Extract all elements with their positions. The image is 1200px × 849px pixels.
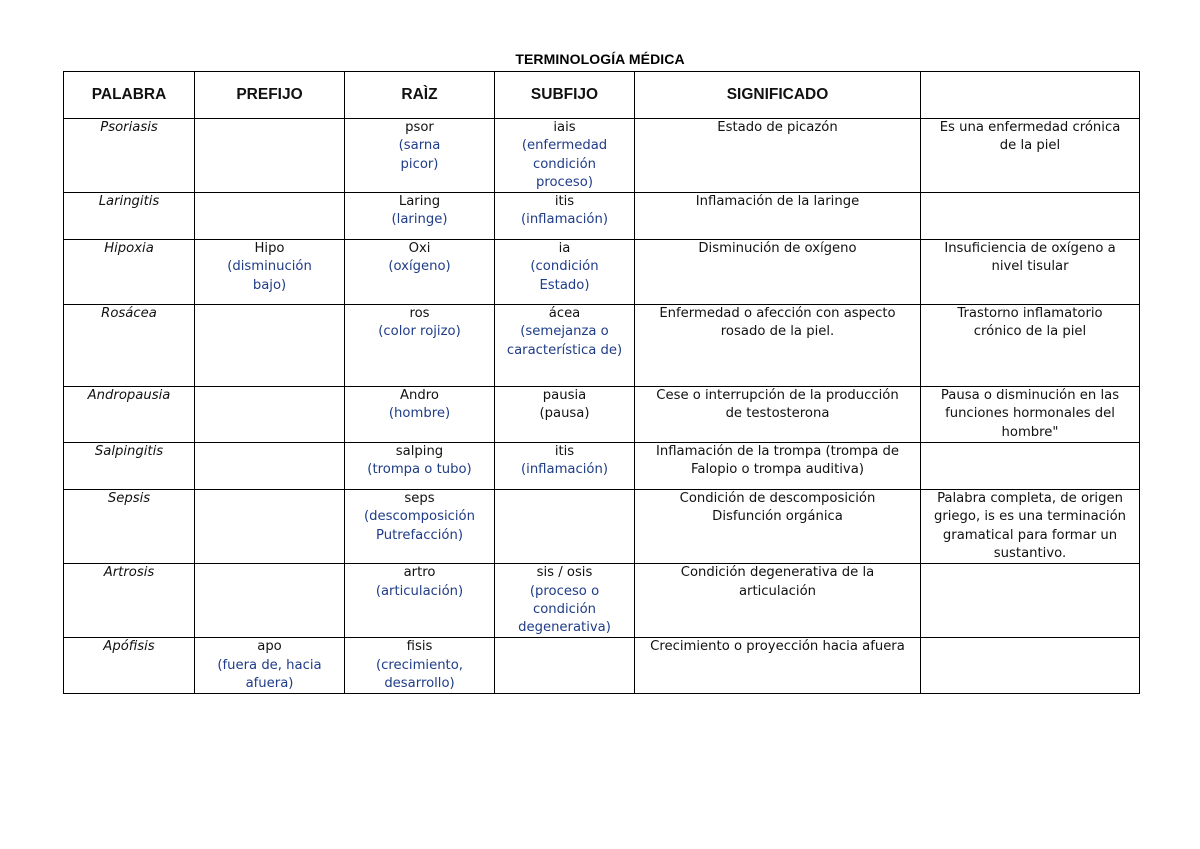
cell-word: Psoriasis bbox=[64, 119, 195, 193]
cell-meaning: Enfermedad o afección con aspecto rosado de la piel. bbox=[635, 305, 921, 387]
cell-root bbox=[345, 490, 495, 564]
header-subfijo: SUBFIJO bbox=[495, 72, 635, 119]
cell-word: Sepsis bbox=[64, 490, 195, 564]
cell-suffix-term: ia bbox=[558, 241, 571, 257]
cell-suffix bbox=[495, 387, 635, 443]
header-palabra: PALABRA bbox=[64, 72, 195, 119]
cell-root bbox=[345, 638, 495, 694]
cell-root-meaning: (laringe) bbox=[391, 212, 448, 228]
table-row bbox=[64, 490, 1140, 564]
cell-note: Insuficiencia de oxígeno a nivel tisular bbox=[921, 240, 1140, 305]
cell-prefix bbox=[195, 564, 345, 638]
cell-word: Hipoxia bbox=[64, 240, 195, 305]
terminology-table bbox=[63, 71, 1140, 694]
cell-root-meaning: (crecimiento, desarrollo) bbox=[376, 657, 463, 692]
cell-suffix-term: itis bbox=[554, 194, 575, 210]
cell-note: Es una enfermedad crónica de la piel bbox=[921, 119, 1140, 193]
cell-prefix bbox=[195, 193, 345, 240]
table-row bbox=[64, 193, 1140, 240]
cell-root-meaning: (sarna picor) bbox=[398, 138, 441, 172]
header-notes bbox=[921, 72, 1140, 119]
cell-note bbox=[921, 443, 1140, 490]
cell-prefix bbox=[195, 305, 345, 387]
table-row bbox=[64, 443, 1140, 490]
cell-word: Salpingitis bbox=[64, 443, 195, 490]
header-raiz: RAÌZ bbox=[345, 72, 495, 119]
cell-meaning: Estado de picazón bbox=[635, 119, 921, 193]
cell-suffix bbox=[495, 638, 635, 694]
cell-prefix bbox=[195, 638, 345, 694]
table-row bbox=[64, 305, 1140, 387]
cell-prefix bbox=[195, 490, 345, 564]
cell-root-term: Andro bbox=[400, 388, 439, 404]
cell-suffix-meaning: (condición Estado) bbox=[530, 259, 599, 293]
cell-word: Andropausia bbox=[64, 387, 195, 443]
cell-suffix-meaning: (proceso o condición degenerativa) bbox=[518, 583, 611, 636]
cell-suffix-meaning: (enfermedad condición proceso) bbox=[521, 138, 608, 190]
cell-root-meaning: (articulación) bbox=[375, 583, 464, 599]
cell-word: Laringitis bbox=[64, 193, 195, 240]
cell-prefix bbox=[195, 387, 345, 443]
cell-meaning: Inflamación de la trompa (trompa de Falopio o trompa auditiva) bbox=[635, 443, 921, 490]
cell-prefix bbox=[195, 119, 345, 193]
cell-suffix bbox=[495, 119, 635, 193]
table-row bbox=[64, 240, 1140, 305]
cell-root-term: Laring bbox=[398, 194, 441, 210]
cell-root-meaning: (trompa o tubo) bbox=[367, 462, 472, 478]
cell-meaning: Condición degenerativa de la articulación bbox=[635, 564, 921, 638]
cell-root bbox=[345, 119, 495, 193]
cell-suffix-term: pausia bbox=[542, 388, 587, 404]
cell-root-meaning: (descomposición Putrefacción) bbox=[364, 509, 475, 543]
cell-suffix-meaning: (inflamación) bbox=[521, 212, 608, 228]
cell-suffix bbox=[495, 443, 635, 490]
cell-meaning: Disminución de oxígeno bbox=[635, 240, 921, 305]
cell-note: Trastorno inflamatorio crónico de la piel bbox=[921, 305, 1140, 387]
cell-root-term: salping bbox=[395, 444, 444, 460]
table-row bbox=[64, 387, 1140, 443]
cell-note bbox=[921, 193, 1140, 240]
cell-note: Pausa o disminución en las funciones hormonales del hombre" bbox=[921, 387, 1140, 443]
cell-suffix bbox=[495, 240, 635, 305]
cell-meaning: Cese o interrupción de la producción de testosterona bbox=[635, 387, 921, 443]
table-row bbox=[64, 119, 1140, 193]
cell-word: Apófisis bbox=[64, 638, 195, 694]
cell-root-term: artro bbox=[403, 565, 436, 581]
cell-suffix-meaning: (inflamación) bbox=[521, 462, 608, 478]
cell-root-meaning: (color rojizo) bbox=[378, 324, 461, 340]
cell-root bbox=[345, 443, 495, 490]
cell-root-term: fisis bbox=[406, 639, 433, 655]
cell-meaning: Inflamación de la laringe bbox=[635, 193, 921, 240]
cell-root bbox=[345, 193, 495, 240]
cell-suffix-term: iais bbox=[553, 120, 576, 135]
cell-root bbox=[345, 387, 495, 443]
cell-prefix-term: Hipo bbox=[254, 241, 285, 257]
cell-root bbox=[345, 240, 495, 305]
cell-word: Artrosis bbox=[64, 564, 195, 638]
cell-root-term: Oxi bbox=[408, 241, 431, 257]
header-significado: SIGNIFICADO bbox=[635, 72, 921, 119]
header-row bbox=[64, 72, 1140, 119]
cell-root-meaning: (hombre) bbox=[388, 406, 451, 422]
cell-prefix bbox=[195, 240, 345, 305]
cell-note: Palabra completa, de origen griego, is es una terminación gramatical para formar un sustantivo. bbox=[921, 490, 1140, 564]
cell-suffix-term: sis / osis bbox=[536, 565, 593, 581]
cell-suffix-meaning: (pausa) bbox=[539, 406, 590, 422]
cell-suffix bbox=[495, 305, 635, 387]
table-row bbox=[64, 564, 1140, 638]
cell-root-term: psor bbox=[405, 120, 434, 135]
header-prefijo: PREFIJO bbox=[195, 72, 345, 119]
table-row bbox=[64, 638, 1140, 694]
cell-prefix-term: apo bbox=[257, 639, 282, 655]
cell-suffix bbox=[495, 564, 635, 638]
cell-root-meaning: (oxígeno) bbox=[388, 259, 451, 275]
cell-suffix bbox=[495, 490, 635, 564]
cell-note bbox=[921, 564, 1140, 638]
cell-root-term: seps bbox=[404, 491, 435, 507]
cell-suffix bbox=[495, 193, 635, 240]
cell-meaning: Condición de descomposición Disfunción orgánica bbox=[635, 490, 921, 564]
document-title: TERMINOLOGÍA MÉDICA bbox=[515, 51, 685, 67]
cell-suffix-term: itis bbox=[554, 444, 575, 460]
cell-meaning: Crecimiento o proyección hacia afuera bbox=[635, 638, 921, 694]
cell-root-term: ros bbox=[409, 306, 430, 322]
cell-prefix-meaning: (disminución bajo) bbox=[227, 259, 312, 293]
cell-root bbox=[345, 305, 495, 387]
cell-suffix-meaning: (semejanza o característica de) bbox=[506, 324, 623, 358]
cell-root bbox=[345, 564, 495, 638]
cell-note bbox=[921, 638, 1140, 694]
cell-suffix-term: ácea bbox=[548, 306, 581, 322]
cell-word: Rosácea bbox=[64, 305, 195, 387]
cell-prefix-meaning: (fuera de, hacia afuera) bbox=[217, 657, 322, 692]
cell-prefix bbox=[195, 443, 345, 490]
